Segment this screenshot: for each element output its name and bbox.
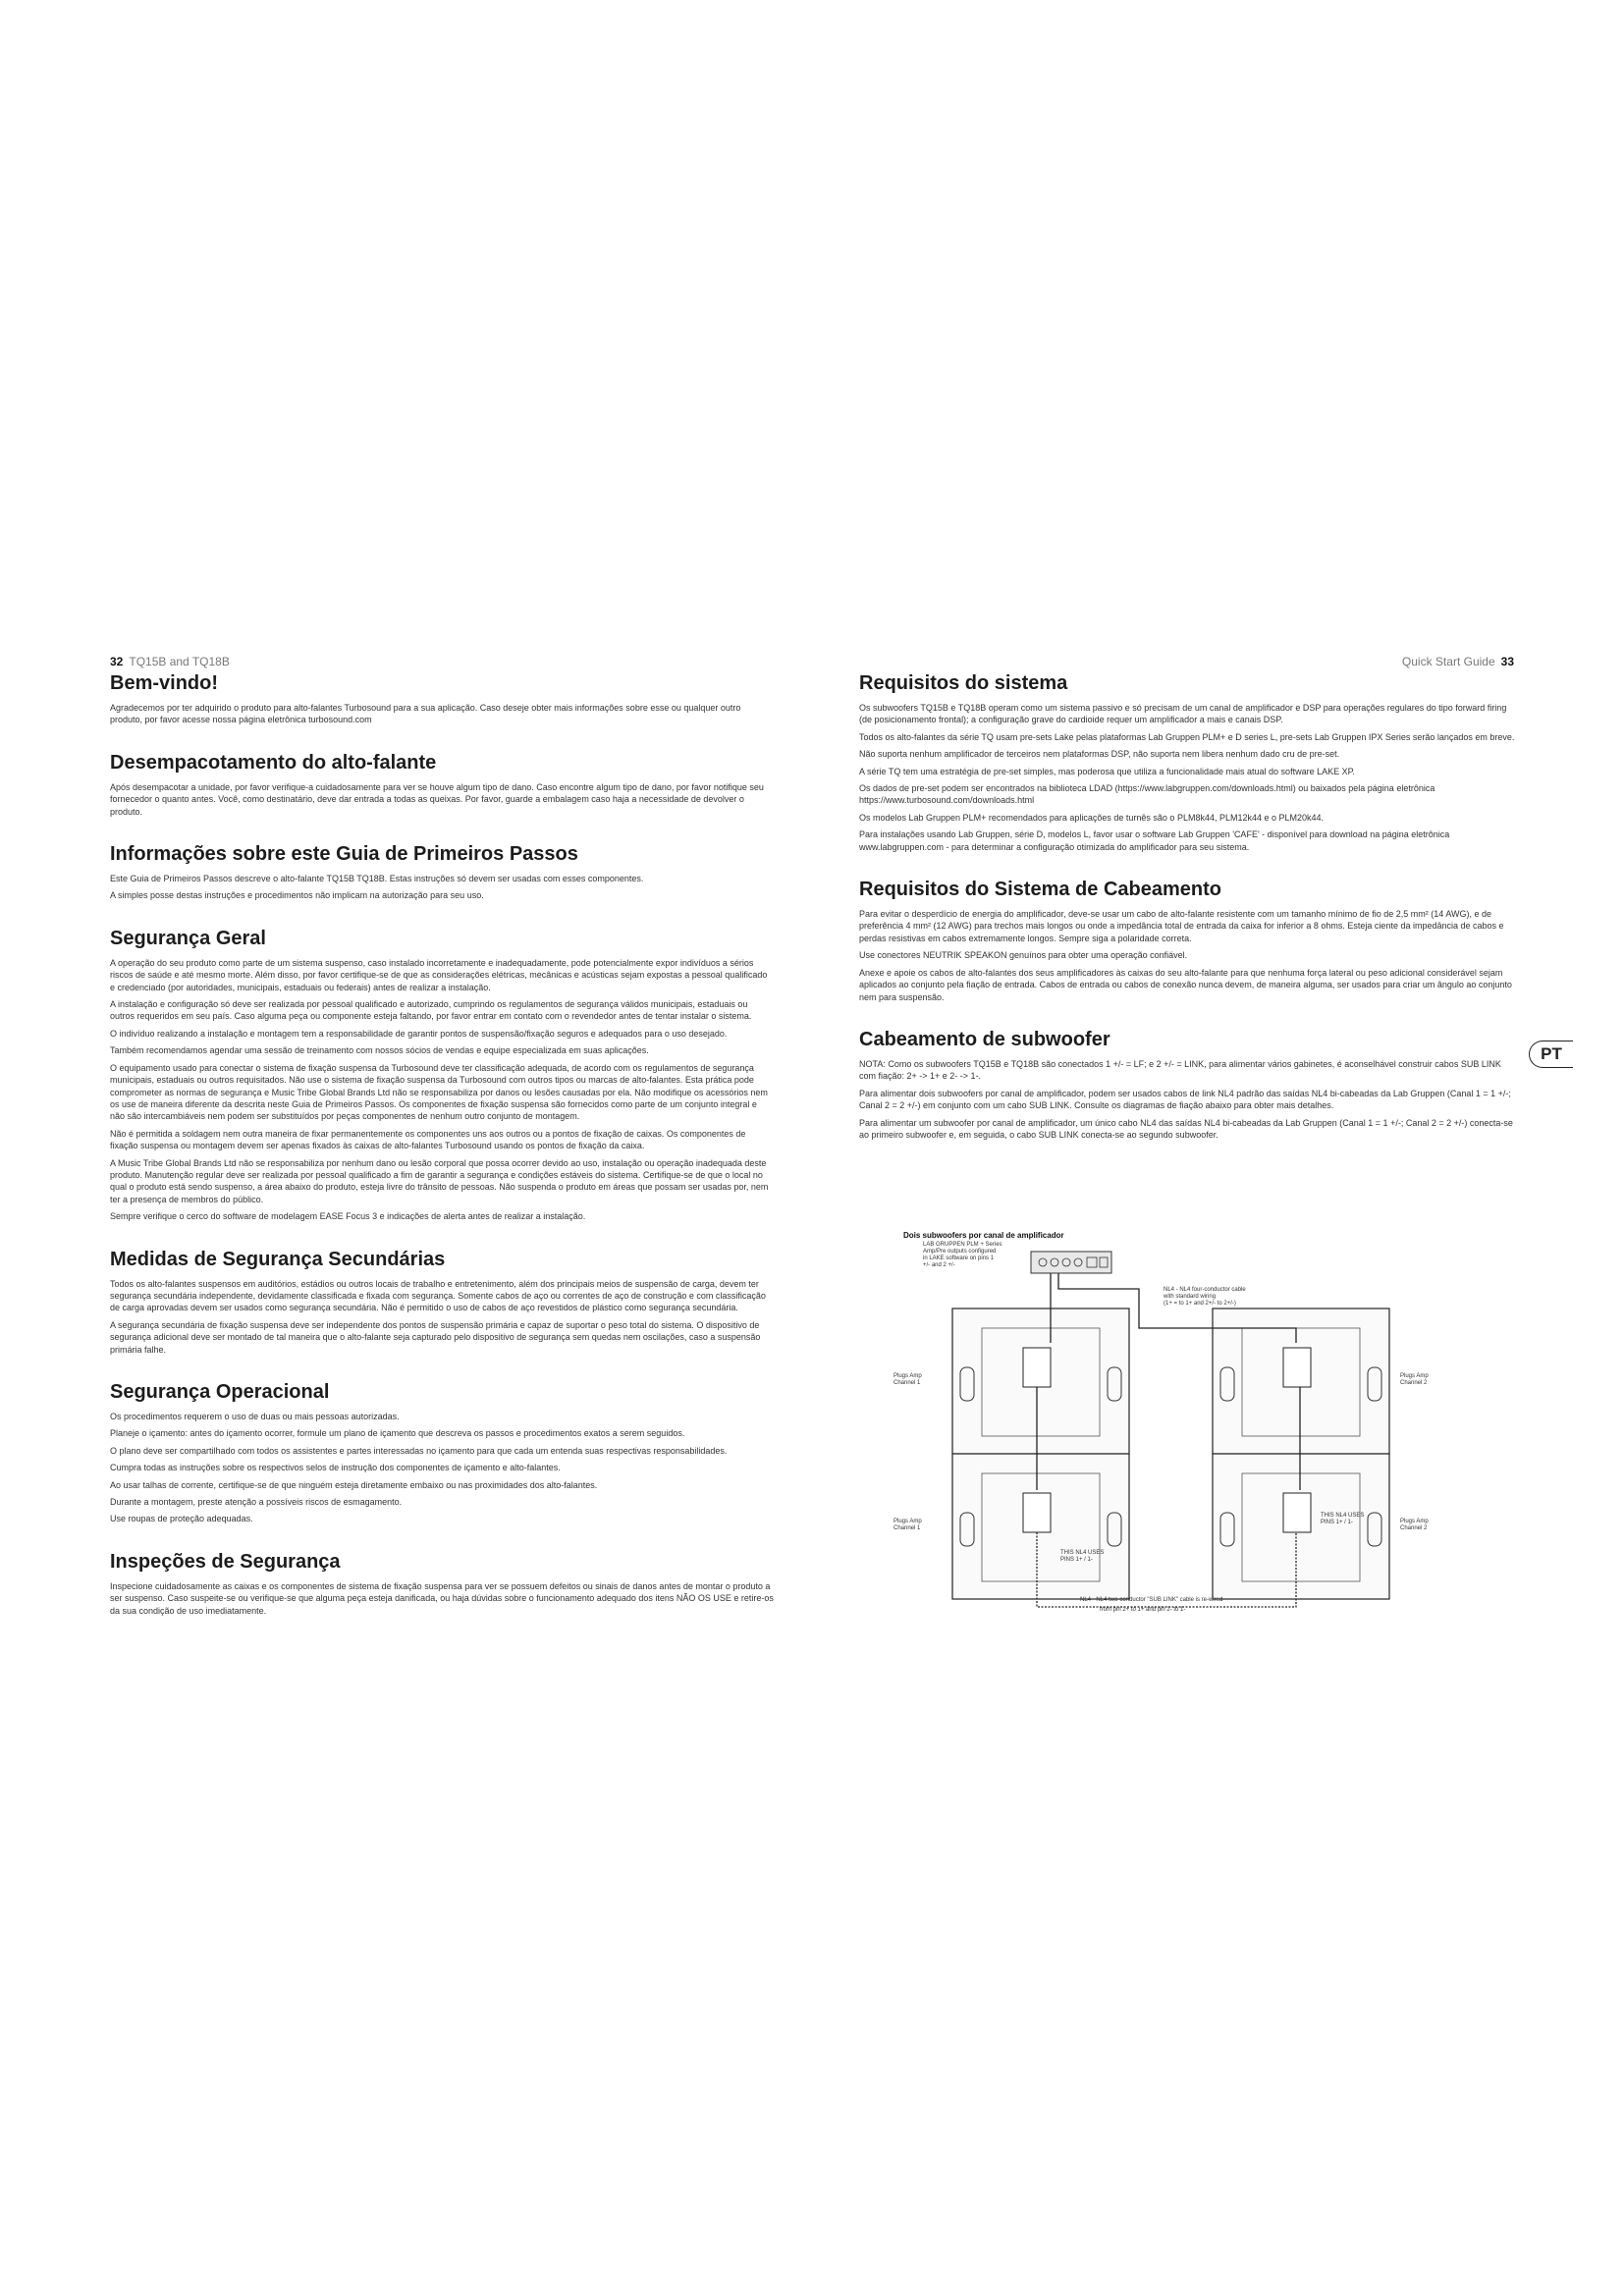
nl4-label-1: NL4 - NL4 four-conductor cable [1164, 1287, 1246, 1293]
plugs-left-bottom-2: Channel 1 [893, 1525, 921, 1531]
left-page-number: 32 [110, 655, 124, 668]
paragraph: A Music Tribe Global Brands Ltd não se responsabiliza por nenhum dano ou lesão corporal que possa ocorrer devido ao uso, instalação ou operação inadequada deste produto. Manutenção regular deve ser realizada por pessoal qualificado a fim de garantir a segurança e condições estáveis do sistema. Certifique-se de que o local no qual o produto está sendo suspenso, a área abaixo do produto, esteja livre do trânsito de pessoas. Não suspenda o produto em áreas que possam ser usadas por, nem ter a presença de membros do público. [110, 1157, 769, 1204]
section [110, 1381, 774, 1525]
paragraph: Todos os alto-falantes suspensos em auditórios, estádios ou outros locais de trabalho e entretenimento, além dos principais meios de suspensão de carga, devem ter segurança secundária independente, devidamente classificada e fixada com segurança. Somente cabos de aço ou correntes de aço de construção e com classificação de carga aprovadas devem ser usados como segurança secundária. Não é permitido o uso de cabos de aço revestidos de plástico como segurança secundária. [110, 1278, 766, 1313]
plugs-right-bottom-1: Plugs Amp [1400, 1519, 1429, 1524]
paragraph: Os subwoofers TQ15B e TQ18B operam como um sistema passivo e só precisam de um canal de amplificador e DSP para operações regulares do tipo forward firing (de posicionamento frontal); a configuração grave do cardioide requer um amplificador a mais e canais DSP. [859, 703, 1507, 725]
section [110, 1249, 774, 1356]
section [859, 1029, 1515, 1141]
section [110, 752, 774, 818]
paragraph: Este Guia de Primeiros Passos descreve o alto-falante TQ15B TQ18B. Estas instruções só devem ser usadas com esses componentes. [110, 874, 644, 884]
section-heading: Cabeamento de subwoofer [859, 1028, 1110, 1050]
subwoofer-wiring-diagram [884, 1230, 1453, 1613]
link-left-label-2: PINS 1+ / 1- [1060, 1557, 1093, 1563]
paragraph: Os modelos Lab Gruppen PLM+ recomendados para aplicações de turnês são o PLM8k44, PLM12k44 e o PLM20k44. [859, 812, 1325, 823]
paragraph: Para alimentar dois subwoofers por canal de amplificador, podem ser usados cabos de link NL4 padrão das saídas NL4 bi-cabeadas da Lab Gruppen (Canal 1 = 1 +/-; Canal 2 = 2 +/-) em conjunto com um cabo SUB LINK. Consulte os diagramas de fiação abaixo para obter mais detalhes. [859, 1088, 1511, 1111]
left-page [110, 653, 774, 1622]
plugs-right-bottom-2: Channel 2 [1400, 1525, 1428, 1531]
section [110, 843, 774, 902]
link-right-label-2: PINS 1+ / 1- [1321, 1520, 1353, 1525]
link-right-label-1: THIS NL4 USES [1321, 1513, 1365, 1519]
paragraph: Ao usar talhas de corrente, certifique-se de que ninguém esteja diretamente embaixo ou nas proximidades dos alto-falantes. [110, 1479, 598, 1490]
paragraph: Também recomendamos agendar uma sessão de treinamento com nossos sócios de vendas e equipe especializada em suas aplicações. [110, 1045, 649, 1056]
nl4-label-2: with standard wiring [1164, 1294, 1217, 1300]
section-heading: Informações sobre este Guia de Primeiros Passos [110, 843, 578, 866]
diagram-caption: Dois subwoofers por canal de amplificador [903, 1231, 1064, 1240]
paragraph: NOTA: Como os subwoofers TQ15B e TQ18B são conectados 1 +/- = LF; e 2 +/- = LINK, para alimentar vários gabinetes, é aconselhável construir cabos SUB LINK com fiação: 2+ -> 1+ e 2- -> 1-. [859, 1058, 1501, 1082]
paragraph: Não suporta nenhum amplificador de terceiros nem plataformas DSP, não suporta nem libera nenhum dado cru de pre-set. [859, 749, 1340, 760]
section-heading: Segurança Operacional [110, 1381, 330, 1403]
plugs-left-top-1: Plugs Amp [893, 1373, 922, 1379]
paragraph: Não é permitida a soldagem nem outra maneira de fixar permanentemente os componentes uns aos outros ou a pontos de fixação de caixas. Os componentes de fixação suspensa ou montagem devem ser apenas fixados às caixas de alto-falantes Turbosound usando os pontos de fixação da caixa. [110, 1128, 746, 1151]
right-header-title: Quick Start Guide [1401, 655, 1495, 668]
amp-label-4: +/- and 2 +/- [923, 1262, 955, 1268]
amp-label-3: in LAKE software on pins 1 [923, 1255, 995, 1261]
right-page-number: 33 [1500, 655, 1514, 668]
paragraph: Use roupas de proteção adequadas. [110, 1514, 253, 1524]
cabinet-left-top [952, 1308, 1129, 1454]
paragraph: O indivíduo realizando a instalação e montagem tem a responsabilidade de garantir pontos de suspensão/fixação seguros e adequados para o uso desejado. [110, 1028, 728, 1039]
section-heading: Requisitos do Sistema de Cabeamento [859, 879, 1221, 901]
paragraph: Inspecione cuidadosamente as caixas e os componentes de sistema de fixação suspensa para ver se possuem defeitos ou sinais de danos antes de montar o produto a ser suspenso. Caso suspeite-se ou verifique-se que alguma peça esteja danificada, ou haja dúvidas sobre o funcionamento adequado dos itens NÃO OS USE e retire-os da sua condição de uso imediatamente. [110, 1580, 774, 1616]
plugs-right-top-1: Plugs Amp [1400, 1373, 1429, 1379]
paragraph: Sempre verifique o cerco do software de modelagem EASE Focus 3 e indicações de alerta antes de realizar a instalação. [110, 1211, 586, 1222]
plugs-right-top-2: Channel 2 [1400, 1380, 1428, 1386]
amp-label-2: Amp/Pre outputs configured [923, 1249, 997, 1255]
paragraph: Cumpra todas as instruções sobre os respectivos selos de instrução dos componentes de içamento e alto-falantes. [110, 1463, 561, 1473]
left-header-title: TQ15B and TQ18B [129, 655, 230, 668]
section-heading: Medidas de Segurança Secundárias [110, 1248, 446, 1270]
paragraph: A simples posse destas instruções e procedimentos não implicam na autorização para seu uso. [110, 890, 484, 901]
sub-link-label-1: NL4 - NL4 two-conductor "SUB LINK" cable is re-wired [1080, 1597, 1223, 1603]
paragraph: Planeje o içamento: antes do içamento ocorrer, formule um plano de içamento que descreva os passos e procedimentos exatos a serem seguidos. [110, 1428, 685, 1439]
plugs-left-bottom-1: Plugs Amp [893, 1519, 922, 1524]
paragraph: Agradecemos por ter adquirido o produto para alto-falantes Turbosound para a sua aplicação. Caso deseje obter mais informações sobre esse ou qualquer outro produto, por favor acesse nossa página eletrônica turbosound.com [110, 703, 741, 725]
plugs-left-top-2: Channel 1 [893, 1380, 921, 1386]
paragraph: Para evitar o desperdício de energia do amplificador, deve-se usar um cabo de alto-falante resistente com um tamanho mínimo de fio de 2,5 mm² (14 AWG), e de preferência 4 mm² (12 AWG) para trechos mais longos ou onde a impedância total de entrada da caixa for inferior a 8 ohms. Esteja ciente da impedância de cabos e perdas resistivas em cabos extremamente longos. Sempre siga a polaridade correta. [859, 909, 1504, 943]
right-page [859, 653, 1515, 1146]
amp-label-1: LAB GRUPPEN PLM + Series [923, 1242, 1002, 1248]
section-heading: Inspeções de Segurança [110, 1550, 341, 1573]
link-left-label-1: THIS NL4 USES [1060, 1550, 1105, 1556]
section [859, 879, 1515, 1003]
section-heading: Desempacotamento do alto-falante [110, 751, 437, 774]
sub-link-label-2: from pin 2+ to 1+ and pin 2- to 1- [1100, 1607, 1186, 1613]
paragraph: A instalação e configuração só deve ser realizada por pessoal qualificado e autorizado, cumprindo os regulamentos de segurança válidos municipais, estaduais ou outros requeridos em seu país. Caso alguma peça ou componente esteja faltando, por favor entrar em contato com o revendedor antes de tentar instalar o sistema. [110, 999, 752, 1022]
cabinet-right-bottom [1213, 1454, 1389, 1599]
cabinet-left-bottom [952, 1454, 1129, 1599]
paragraph: A série TQ tem uma estratégia de pre-set simples, mas poderosa que utiliza a funcionalidade mais atual do software LAKE XP. [859, 766, 1355, 776]
nl4-label-3: (1+ = to 1+ and 2+/- to 2+/-) [1164, 1301, 1236, 1307]
paragraph: Após desempacotar a unidade, por favor verifique-a cuidadosamente para ver se houve algum tipo de dano. Caso encontre algum tipo de dano, por favor notifique seu fornecedor o quanto antes. Você, como destinatário, deve dar entrada a todas as queixas. Por favor, guarde a embalagem caso haja a necessidade de devolver o produto. [110, 781, 764, 817]
cabinet-right-top [1213, 1308, 1389, 1454]
paragraph: A operação do seu produto como parte de um sistema suspenso, caso instalado incorretamente e inadequadamente, pode potencialmente expor indivíduos a sérios riscos de saúde e até mesmo morte. Além disso, por favor certifique-se de que as considerações elétricas, mecânicas e acústicas sejam expostas a pessoal qualificado e credenciado (por autoridades, municipais, estaduais ou federais) antes de realizar a instalação. [110, 957, 768, 992]
section-heading: Segurança Geral [110, 927, 266, 949]
paragraph: Os procedimentos requerem o uso de duas ou mais pessoas autorizadas. [110, 1412, 400, 1421]
paragraph: O plano deve ser compartilhado com todos os assistentes e partes interessadas no içamento para que cada um entenda suas respectivas responsabilidades. [110, 1445, 728, 1456]
paragraph: O equipamento usado para conectar o sistema de fixação suspensa da Turbosound deve ter classificação adequada, de acordo com os regulamentos de segurança municipais, estaduais ou outros requisitados. Não use o sistema de fixação suspensa da Turbosound com outros tipos ou marcas de alto-falantes. Esta prática pode comprometer as normas de segurança e Music Tribe Global Brands Ltd não se responsabiliza por danos ou lesões causadas por ela. Não modifique os acessórios nem os use de maneira diferente da descrita neste Guia de Primeiros Passos. Os componentes de fixação suspensa são fornecidos como parte de um conjunto integral e não são intercambiáveis nem podem ser substituídos por peças componentes de nenhum outro conjunto de montagem. [110, 1062, 768, 1122]
language-tab: PT [1529, 1041, 1573, 1068]
section [110, 1551, 774, 1617]
paragraph: Anexe e apoie os cabos de alto-falantes dos seus amplificadores às caixas do seu alto-falante para que nenhuma força lateral ou peso adicional considerável sejam aplicados ao conjunto pela fiação de entrada. Cabos de entrada ou cabos de conexão nunca devem, de maneira alguma, ser usados para criar um ângulo ao conjunto nem para suspensão. [859, 967, 1512, 1002]
section [110, 672, 774, 726]
section-heading: Bem-vindo! [110, 672, 218, 694]
paragraph: A segurança secundária de fixação suspensa deve ser independente dos pontos de suspensão primária e capaz de suportar o peso total do sistema. O dispositivo de segurança adicional deve ser montado de tal maneira que o alto-falante seja capturado pelo dispositivo de segurança sem quedas nem oscilações, caso a suspensão primária falhe. [110, 1319, 761, 1355]
section-heading: Requisitos do sistema [859, 672, 1068, 694]
paragraph: Para alimentar um subwoofer por canal de amplificador, um único cabo NL4 das saídas NL4 bi-cabeadas da Lab Gruppen (Canal 1 = 1 +/-; Canal 2 = 2 +/-) conecta-se ao primeiro subwoofer e, em seguida, o cabo SUB LINK conecta-se ao segundo subwoofer. [859, 1117, 1513, 1140]
paragraph: Durante a montagem, preste atenção a possíveis riscos de esmagamento. [110, 1497, 403, 1508]
paragraph: Para instalações usando Lab Gruppen, série D, modelos L, favor usar o software Lab Gruppen 'CAFE' - disponível para download na página eletrônica www.labgruppen.com - para determinar a configuração otimizada do amplificador para seu sistema. [859, 829, 1450, 852]
paragraph: Use conectores NEUTRIK SPEAKON genuínos para obter uma operação confiável. [859, 950, 1188, 961]
section [110, 928, 774, 1223]
section [859, 672, 1515, 853]
paragraph: Todos os alto-falantes da série TQ usam pre-sets Lake pelas plataformas Lab Gruppen PLM+ e D series L, pre-sets Lab Gruppen IPX Series serão lançados em breve. [859, 731, 1515, 742]
paragraph: Os dados de pre-set podem ser encontrados na biblioteca LDAD (https://www.labgruppen.com/downloads.html) ou baixados pela página eletrônica https://www.turbosound.com/downloads.html [859, 783, 1435, 806]
